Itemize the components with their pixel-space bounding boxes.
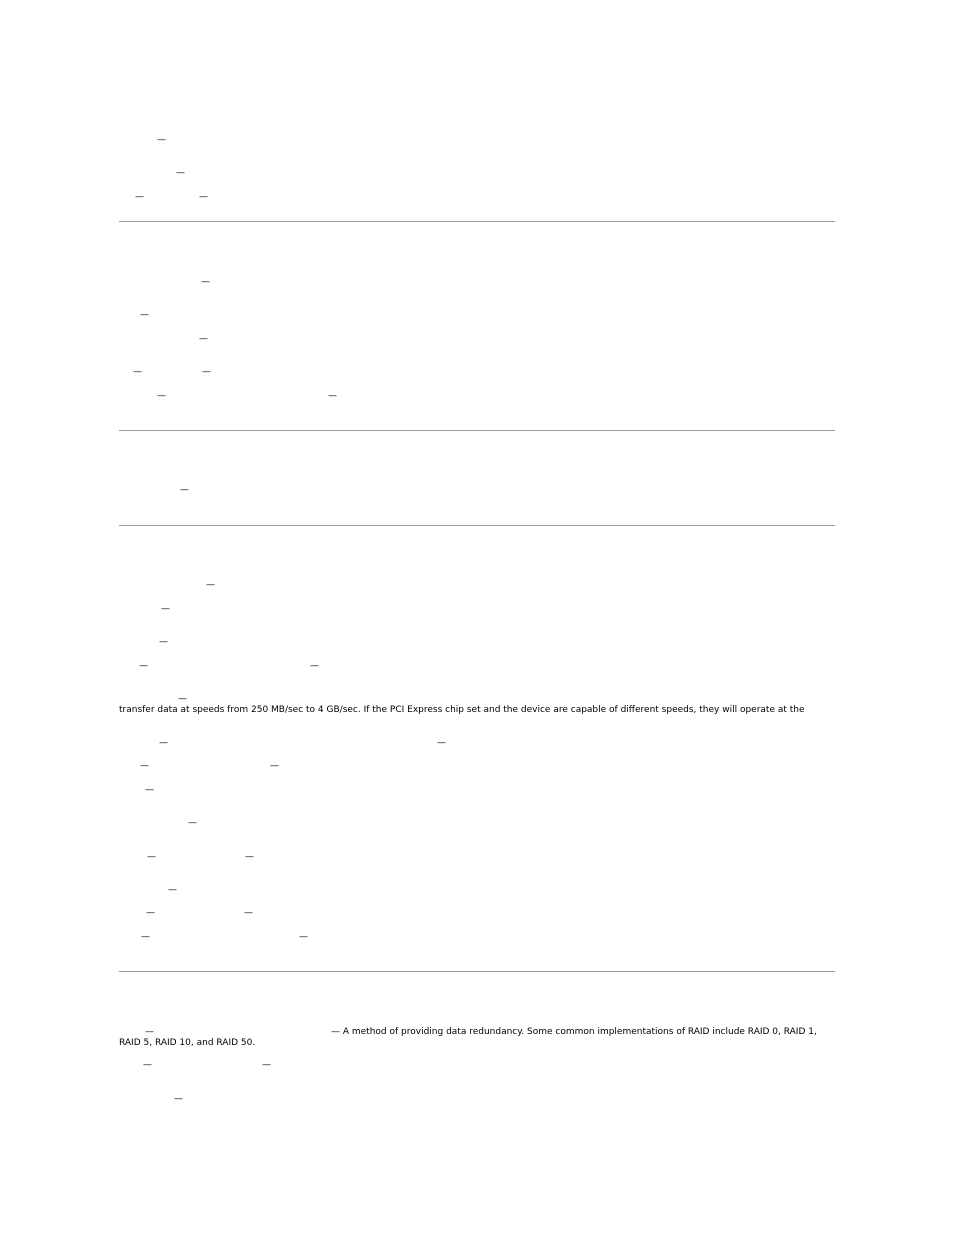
- em-dash: —: [176, 168, 185, 178]
- em-dash: —: [161, 604, 170, 614]
- em-dash: —: [133, 367, 142, 377]
- em-dash: —: [180, 485, 189, 495]
- em-dash: —: [178, 694, 187, 704]
- em-dash: —: [143, 1060, 152, 1070]
- em-dash: —: [140, 310, 149, 320]
- em-dash: —: [245, 852, 254, 862]
- em-dash: —: [141, 932, 150, 942]
- section-divider: [119, 525, 835, 526]
- section-divider: [119, 221, 835, 222]
- em-dash: —: [159, 637, 168, 647]
- em-dash: —: [147, 852, 156, 862]
- em-dash: —: [201, 277, 210, 287]
- em-dash: —: [328, 391, 337, 401]
- em-dash: —: [145, 1027, 154, 1037]
- em-dash: —: [199, 192, 208, 202]
- em-dash: —: [206, 580, 215, 590]
- em-dash: —: [135, 192, 144, 202]
- em-dash: —: [140, 761, 149, 771]
- section-divider: [119, 971, 835, 972]
- em-dash: —: [299, 932, 308, 942]
- em-dash: —: [146, 908, 155, 918]
- raid-definition-line-2: RAID 5, RAID 10, and RAID 50.: [119, 1038, 256, 1048]
- em-dash: —: [157, 135, 166, 145]
- em-dash: —: [188, 818, 197, 828]
- section-divider: [119, 430, 835, 431]
- em-dash: —: [262, 1060, 271, 1070]
- em-dash: —: [310, 661, 319, 671]
- em-dash: —: [244, 908, 253, 918]
- pci-express-line: transfer data at speeds from 250 MB/sec to 4 GB/sec. If the PCI Express chip set and the device are capable of different speeds, they will operate at the: [119, 705, 805, 715]
- em-dash: —: [437, 738, 446, 748]
- em-dash: —: [145, 785, 154, 795]
- em-dash: —: [202, 367, 211, 377]
- em-dash: —: [157, 391, 166, 401]
- em-dash: —: [199, 334, 208, 344]
- raid-definition-line: — A method of providing data redundancy. Some common implementations of RAID include RAID 0, RAID 1,: [331, 1027, 817, 1037]
- em-dash: —: [270, 761, 279, 771]
- em-dash: —: [168, 885, 177, 895]
- em-dash: —: [174, 1094, 183, 1104]
- em-dash: —: [139, 661, 148, 671]
- em-dash: —: [159, 738, 168, 748]
